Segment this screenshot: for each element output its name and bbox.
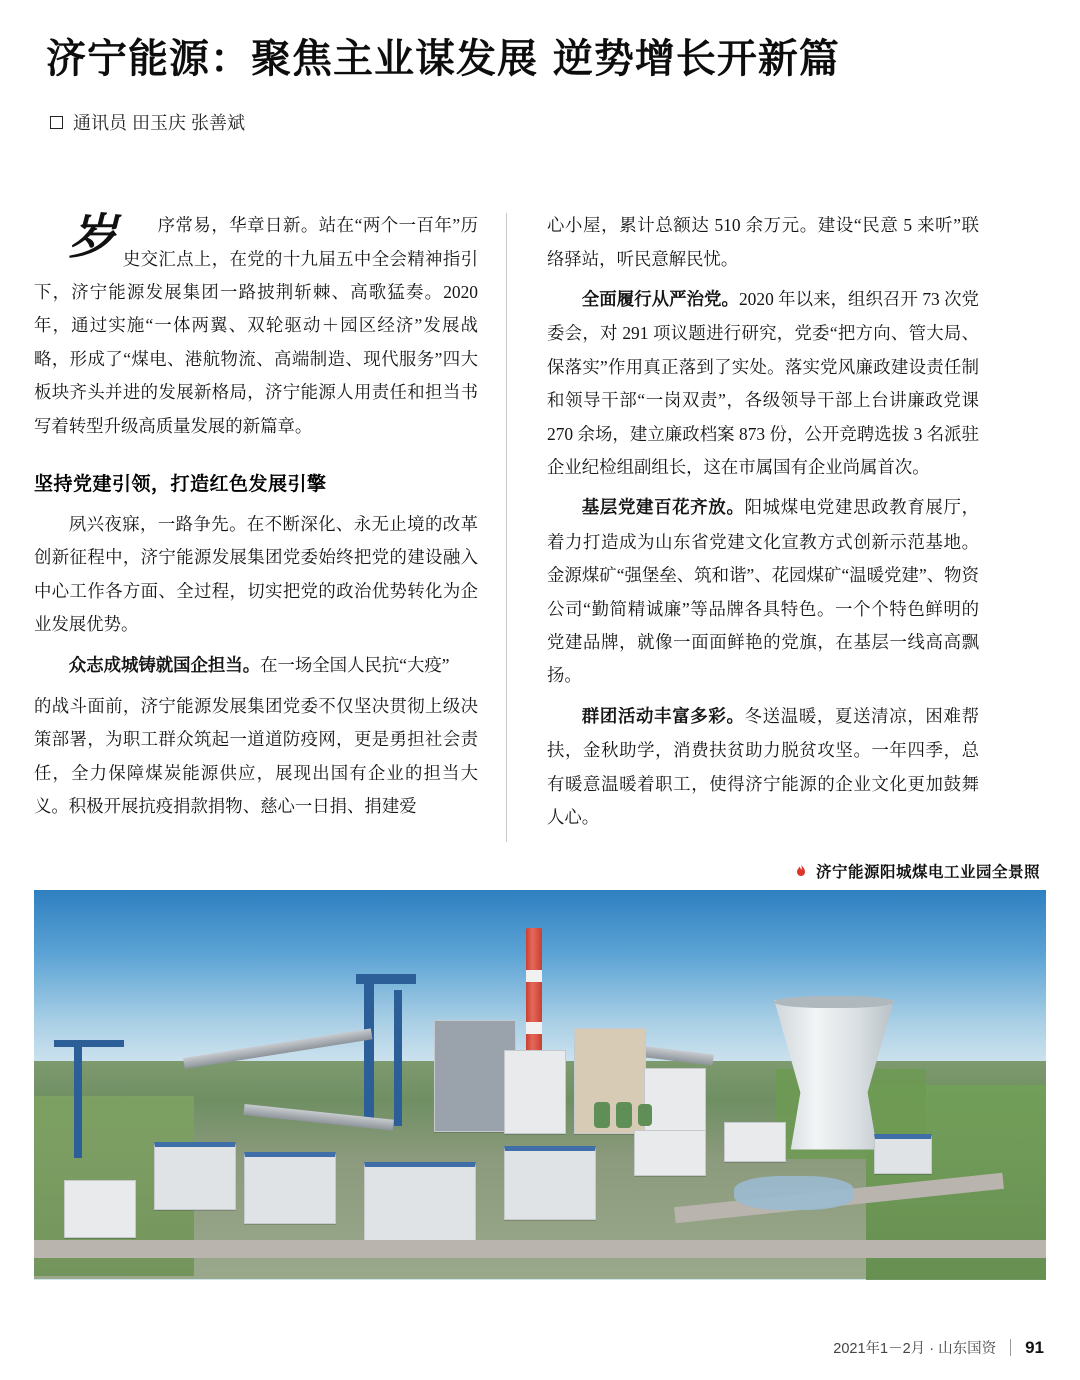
paragraph-lead-in-rest: 在一场全国人民抗“大疫” <box>260 654 450 675</box>
warehouse <box>64 1180 136 1238</box>
article-columns <box>34 209 1046 841</box>
issue-info: 2021年1－2月 · 山东国资 <box>833 1341 997 1357</box>
paragraph-text: 阳城煤电党建思政教育展厅，着力打造成为山东省党建文化宣教方式创新示范基地。金源煤矿“强堡垒、筑和谐”、花园煤矿“温暖党建”、物资公司“勤简精诚廉”等品牌各具特色。一个个特色鲜明的党建品牌，就像一面面鲜艳的党旗，在基层一线高高飘扬。 <box>547 497 979 686</box>
paragraph: 夙兴夜寐，一路争先。在不断深化、永无止境的改革创新征程中，济宁能源发展集团党委始终把党的建设融入中心工作各方面、全过程，切实把党的政治优势转化为企业发展优势。 <box>34 514 478 635</box>
paragraph-text: 2020 年以来，组织召开 73 次党委会，对 291 项议题进行研究，党委“把方向、管大局、保落实”作用真正落到了实处。落实党风廉政建设责任制和领导干部“一岗双责”，各级领导干部上台讲廉政党课 270 余场，建立廉政档案 873 份，公开竞聘选拔 3 名派驻企业纪检组副组长，这在市属国有企业尚属首次。 <box>547 289 979 478</box>
mine-headframe <box>394 990 402 1126</box>
paragraph-with-lead-in <box>547 700 979 835</box>
industrial-park-photo <box>34 890 1046 1280</box>
paragraph-lead-in: 全面履行从严治党。 <box>581 290 739 310</box>
cooling-pond <box>734 1176 854 1210</box>
mine-headframe <box>364 976 374 1126</box>
footer-divider <box>1010 1339 1011 1356</box>
photo-caption <box>34 860 1040 882</box>
warehouse <box>874 1134 932 1174</box>
paragraph-lead-in: 众志成城铸就国企担当。 <box>68 655 261 676</box>
lead-paragraph-text: 序常易，华章日新。站在“两个一百年”历史交汇点上，在党的十九届五中全会精神指引下，济宁能源发展集团一路披荆斩棘、高歌猛奏。2020 年，通过实施“一体两翼、双轮驱动＋园区经济”发展战略，形成了“煤电、港航物流、高端制造、现代服务”四大板块齐头并进的发展新格局，济宁能源人用责任和担当书写着转型升级高质量发展的新篇章。 <box>34 215 478 436</box>
page-title: 济宁能源：聚焦主业谋发展 逆势增长开新篇 <box>46 36 840 82</box>
paragraph-lead-in: 基层党建百花齐放。 <box>581 498 745 519</box>
cooling-tower-rim <box>774 996 894 1008</box>
storage-tank <box>616 1102 632 1128</box>
lead-paragraph <box>34 209 478 443</box>
office-building <box>504 1146 596 1220</box>
paragraph-with-lead-in <box>547 283 979 484</box>
column-divider <box>506 213 507 841</box>
paragraph-with-lead-in <box>547 491 979 692</box>
drop-cap: 岁 <box>68 209 117 266</box>
page-number: 91 <box>1025 1337 1044 1357</box>
warehouse <box>634 1130 706 1176</box>
warehouse <box>724 1122 786 1162</box>
flame-icon <box>793 863 809 879</box>
byline-square-icon <box>50 116 63 129</box>
paragraph-lead-in: 群团活动丰富多彩。 <box>581 706 745 727</box>
paragraph: 的战斗面前，济宁能源发展集团党委不仅坚决贯彻上级决策部署，为职工群众筑起一道道防疫网，更是勇担社会责任，全力保障煤炭能源供应，展现出国有企业的担当大义。积极开展抗疫捐款捐物、慈心一日捐、捐建爱 <box>34 696 478 817</box>
mine-headframe-top <box>356 974 416 984</box>
office-building <box>154 1142 236 1210</box>
storage-tank <box>638 1104 652 1126</box>
plant-building <box>504 1050 566 1134</box>
access-road <box>34 1240 1046 1258</box>
office-building <box>244 1152 336 1224</box>
paragraph-with-lead-in <box>34 649 478 683</box>
photo-caption-text: 济宁能源阳城煤电工业园全景照 <box>815 862 1040 881</box>
tower-crane-jib <box>54 1040 124 1047</box>
section-subhead: 坚持党建引领，打造红色发展引擎 <box>34 473 327 496</box>
paragraph-text: 冬送温暖，夏送清凉，困难帮扶，金秋助学，消费扶贫助力脱贫攻坚。一年四季，总有暖意温暖着职工，使得济宁能源的企业文化更加鼓舞人心。 <box>547 705 979 828</box>
byline <box>50 109 1046 135</box>
office-building <box>364 1162 476 1244</box>
tower-crane <box>74 1040 82 1158</box>
left-column <box>34 209 500 841</box>
paragraph: 心小屋，累计总额达 510 余万元。建设“民意 5 来听”联络驿站，听民意解民忧。 <box>547 215 979 269</box>
page-footer <box>833 1337 1044 1358</box>
storage-tank <box>594 1102 610 1128</box>
right-column <box>513 209 979 841</box>
plant-building <box>574 1028 646 1134</box>
byline-text: 通讯员 田玉庆 张善斌 <box>73 113 246 134</box>
plant-building <box>644 1068 706 1132</box>
